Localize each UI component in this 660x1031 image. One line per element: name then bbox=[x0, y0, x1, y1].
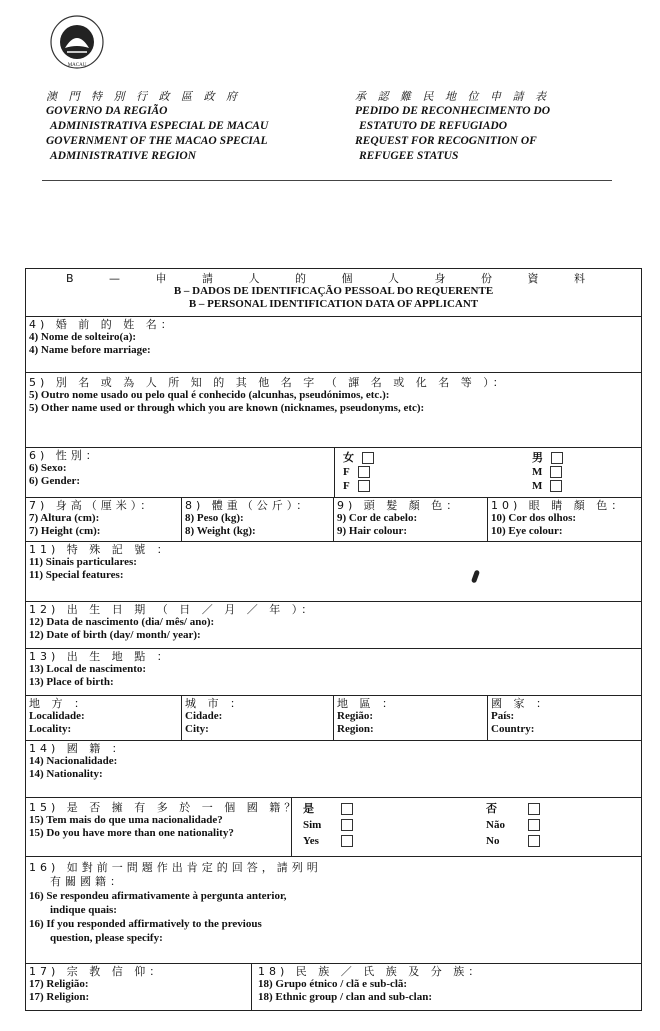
label-text: 4) 婚 前 的 姓 名： bbox=[29, 318, 176, 331]
label-text: 11) 特 殊 記 號 ： bbox=[29, 543, 172, 556]
label-text: Localidade: bbox=[29, 710, 85, 722]
checkbox[interactable] bbox=[341, 803, 353, 815]
label-text: 10) Eye colour: bbox=[491, 525, 563, 537]
label-text: 18) Grupo étnico / clã e sub-clã: bbox=[258, 978, 408, 990]
label-text: 10) Cor dos olhos: bbox=[491, 512, 577, 524]
label-text: B – DADOS DE IDENTIFICAÇÃO PESSOAL DO REQUERENTE bbox=[173, 285, 494, 297]
label-text: Locality: bbox=[29, 723, 72, 735]
field-13-place-of-birth bbox=[25, 648, 642, 696]
checkbox[interactable] bbox=[341, 835, 353, 847]
checkbox[interactable] bbox=[362, 452, 374, 464]
label-text: 12) Date of birth (day/ month/ year): bbox=[29, 629, 201, 641]
label-text: B — 申 請 人 的 個 人 身 份 資 料 bbox=[65, 272, 601, 285]
label-text: 17) Religião: bbox=[29, 978, 89, 990]
label-text: 6) 性別： bbox=[29, 449, 101, 462]
field-4-name-before-marriage[interactable] bbox=[25, 316, 642, 373]
checkbox[interactable] bbox=[528, 803, 540, 815]
label-text: 7) Altura (cm): bbox=[29, 512, 100, 524]
form-title-pt-2: ESTATUTO DE REFUGIADO bbox=[359, 120, 508, 132]
label-text: 地 區 ： bbox=[337, 697, 397, 710]
label-text: 國 家 ： bbox=[491, 697, 551, 710]
label-text: MACAU bbox=[67, 63, 87, 68]
field-13-locality[interactable] bbox=[25, 695, 182, 741]
field-5-other-names[interactable] bbox=[25, 372, 642, 448]
label-text: 女 bbox=[343, 452, 354, 464]
label-text: F bbox=[343, 466, 350, 478]
label-text: 男 bbox=[532, 452, 543, 464]
label-text: Region: bbox=[337, 723, 374, 735]
gender-female-option[interactable] bbox=[343, 451, 374, 493]
label-text: 9) 頭 髮 顏 色： bbox=[337, 499, 462, 512]
gov-name-pt-1: GOVERNO DA REGIÃO bbox=[46, 105, 168, 117]
field-9-hair-colour[interactable] bbox=[333, 497, 488, 542]
label-text: 14) Nationality: bbox=[29, 768, 103, 780]
form-title-zh: 承 認 難 民 地 位 申 請 表 bbox=[355, 90, 550, 103]
label-text: M bbox=[532, 466, 543, 478]
nationality-no-option[interactable] bbox=[486, 801, 540, 849]
checkbox[interactable] bbox=[358, 480, 370, 492]
label-text: 9) Cor de cabelo: bbox=[337, 512, 418, 524]
label-text: 城 市 ： bbox=[185, 697, 245, 710]
field-13-city[interactable] bbox=[181, 695, 334, 741]
label-text: question, please specify: bbox=[50, 932, 163, 944]
label-text: 16) If you responded affirmatively to the previous bbox=[29, 918, 262, 930]
field-13-region[interactable] bbox=[333, 695, 488, 741]
label-text: 地 方 ： bbox=[29, 697, 89, 710]
nationality-yes-option[interactable] bbox=[303, 801, 353, 849]
gov-name-zh: 澳 門 特 別 行 政 區 政 府 bbox=[46, 90, 241, 103]
checkbox[interactable] bbox=[358, 466, 370, 478]
field-15-options bbox=[291, 797, 642, 857]
field-7-height[interactable] bbox=[25, 497, 182, 542]
label-text: Country: bbox=[491, 723, 535, 735]
label-text: 8) Weight (kg): bbox=[185, 525, 256, 537]
field-6-gender-options bbox=[334, 447, 642, 498]
label-text: Cidade: bbox=[185, 710, 223, 722]
checkbox[interactable] bbox=[341, 819, 353, 831]
label-text: Região: bbox=[337, 710, 374, 722]
field-10-eye-colour[interactable] bbox=[487, 497, 642, 542]
field-11-special-features[interactable] bbox=[25, 541, 642, 602]
label-text: 12) Data de nascimento (dia/ mês/ ano): bbox=[29, 616, 215, 628]
government-name-block bbox=[46, 89, 268, 164]
label-text: 9) Hair colour: bbox=[337, 525, 408, 537]
form-title-block bbox=[355, 89, 550, 164]
label-text: B – PERSONAL IDENTIFICATION DATA OF APPLICANT bbox=[188, 298, 479, 310]
form-title-en-1: REQUEST FOR RECOGNITION OF bbox=[355, 135, 537, 147]
label-text: 4) Nome de solteiro(a): bbox=[29, 331, 137, 343]
label-text: 有關國籍： bbox=[50, 875, 125, 888]
label-text: City: bbox=[185, 723, 209, 735]
label-text: País: bbox=[491, 710, 515, 722]
gov-name-en-1: GOVERNMENT OF THE MACAO SPECIAL bbox=[46, 135, 268, 147]
macao-emblem-logo bbox=[47, 14, 107, 74]
field-15-multiple-nationality-question bbox=[25, 797, 300, 857]
section-b-title bbox=[25, 268, 642, 317]
label-text: 15) Tem mais do que uma nacionalidade? bbox=[29, 814, 223, 826]
label-text: Sim bbox=[303, 819, 322, 831]
label-text: 16) Se respondeu afirmativamente à pergunta anterior, bbox=[29, 890, 287, 902]
label-text: 13) Local de nascimento: bbox=[29, 663, 147, 675]
label-text: 11) Special features: bbox=[29, 569, 124, 581]
field-8-weight[interactable] bbox=[181, 497, 334, 542]
gov-name-pt-2: ADMINISTRATIVA ESPECIAL DE MACAU bbox=[50, 120, 269, 132]
gov-name-en-2: ADMINISTRATIVE REGION bbox=[50, 150, 197, 162]
form-title-pt-1: PEDIDO DE RECONHECIMENTO DO bbox=[355, 105, 551, 117]
label-text: 14) Nacionalidade: bbox=[29, 755, 118, 767]
label-text: 7) Height (cm): bbox=[29, 525, 101, 537]
label-text: 17) Religion: bbox=[29, 991, 90, 1003]
field-16-specify-nationalities[interactable] bbox=[25, 856, 642, 964]
checkbox[interactable] bbox=[550, 480, 562, 492]
label-text: 15) 是 否 擁 有 多 於 一 個 國 籍？ bbox=[29, 801, 300, 814]
label-text: 5) 別 名 或 為 人 所 知 的 其 他 名 字 （ 諢 名 或 化 名 等 ）： bbox=[29, 376, 508, 389]
label-text: Não bbox=[486, 819, 505, 831]
field-17-religion[interactable] bbox=[25, 963, 252, 1011]
label-text: 18) Ethnic group / clan and sub-clan: bbox=[258, 991, 433, 1003]
checkbox[interactable] bbox=[551, 452, 563, 464]
label-text: No bbox=[486, 835, 500, 847]
label-text: 否 bbox=[486, 803, 497, 815]
form-title-en-2: REFUGEE STATUS bbox=[359, 150, 459, 162]
label-text: 13) 出 生 地 點 ： bbox=[29, 650, 172, 663]
label-text: 16) 如對前一問題作出肯定的回答，請列明 bbox=[29, 861, 322, 874]
header-divider bbox=[42, 180, 612, 181]
label-text: 6) Sexo: bbox=[29, 462, 67, 474]
field-13-country[interactable] bbox=[487, 695, 642, 741]
label-text: 7) 身高（厘米）： bbox=[29, 499, 156, 512]
label-text: 15) Do you have more than one nationality? bbox=[29, 827, 234, 839]
label-text: 11) Sinais particulares: bbox=[29, 556, 137, 568]
label-text: 4) Name before marriage: bbox=[29, 344, 151, 356]
label-text: indique quais: bbox=[50, 904, 117, 916]
label-text: 8) 體重（公斤）： bbox=[185, 499, 312, 512]
label-text: 6) Gender: bbox=[29, 475, 81, 487]
field-6-gender-label bbox=[25, 447, 335, 498]
field-12-date-of-birth[interactable] bbox=[25, 601, 642, 649]
checkbox[interactable] bbox=[528, 819, 540, 831]
checkbox[interactable] bbox=[550, 466, 562, 478]
field-18-ethnic-group[interactable] bbox=[251, 963, 642, 1011]
label-text: 18) 民 族 ／ 氏 族 及 分 族： bbox=[258, 965, 484, 978]
label-text: 10) 眼 睛 顏 色： bbox=[491, 499, 627, 512]
field-14-nationality[interactable] bbox=[25, 740, 642, 798]
label-text: 12) 出 生 日 期 （ 日 ／ 月 ／ 年 ）： bbox=[29, 603, 317, 616]
checkbox[interactable] bbox=[528, 835, 540, 847]
gender-male-option[interactable] bbox=[532, 451, 563, 493]
label-text: 5) Outro nome usado ou pelo qual é conhecido (alcunhas, pseudónimos, etc.): bbox=[29, 389, 390, 401]
label-text: 是 bbox=[303, 803, 314, 815]
label-text: 17) 宗 教 信 仰： bbox=[29, 965, 165, 978]
label-text: Yes bbox=[303, 835, 319, 847]
label-text: 5) Other name used or through which you are known (nicknames, pseudonyms, etc): bbox=[29, 402, 425, 414]
label-text: 8) Peso (kg): bbox=[185, 512, 244, 524]
label-text: 13) Place of birth: bbox=[29, 676, 114, 688]
label-text: F bbox=[343, 480, 350, 492]
label-text: M bbox=[532, 480, 543, 492]
label-text: 14) 國 籍 ： bbox=[29, 742, 127, 755]
